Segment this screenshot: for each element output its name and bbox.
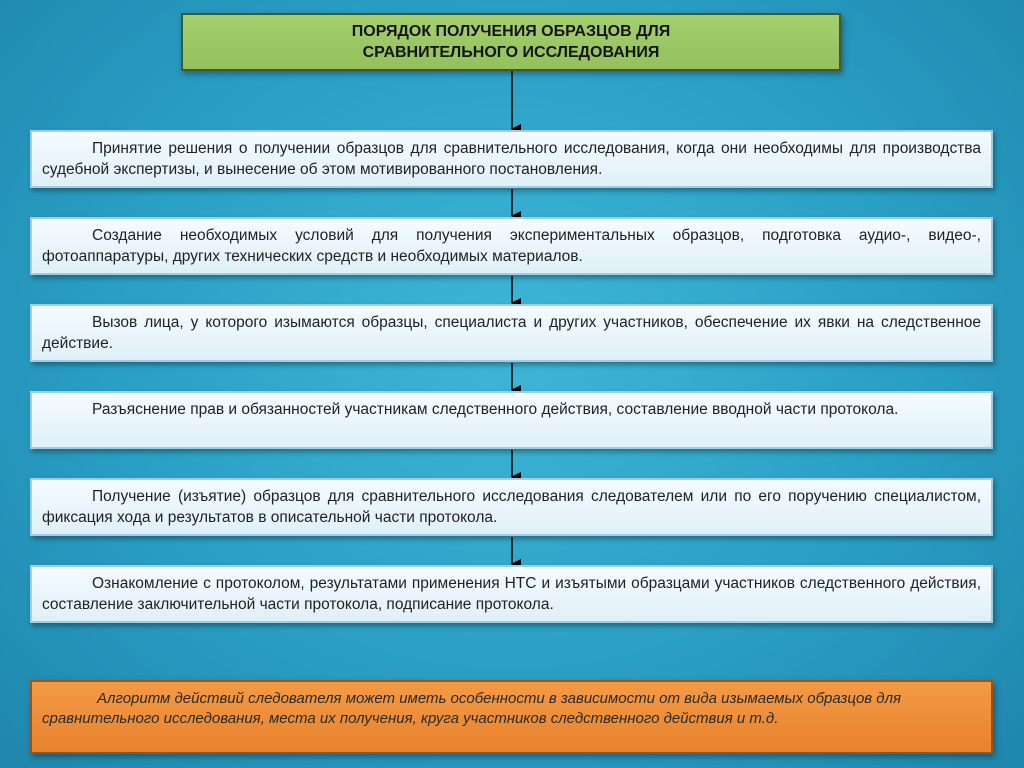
step-3: Вызов лица, у которого изымаются образцы, специалиста и других участников, обеспечение их явки на следственное действие.	[30, 304, 993, 362]
step-1: Принятие решения о получении образцов для сравнительного исследования, когда они необходимы для производства судебной экспертизы, и вынесение об этом мотивированного постановления.	[30, 130, 993, 188]
step-4: Разъяснение прав и обязанностей участникам следственного действия, составление вводной части протокола.	[30, 391, 993, 449]
step-6: Ознакомление с протоколом, результатами применения НТС и изъятыми образцами участников следственного действия, составление заключительной части протокола, подписание протокола.	[30, 565, 993, 623]
note-box: Алгоритм действий следователя может иметь особенности в зависимости от вида изымаемых образцов для сравнительного исследования, места их получения, круга участников следственного действия и т.д.	[30, 680, 993, 754]
title-line-2: СРАВНИТЕЛЬНОГО ИССЛЕДОВАНИЯ	[362, 44, 660, 61]
step-2: Создание необходимых условий для получения экспериментальных образцов, подготовка аудио-, видео-, фотоаппаратуры, других технических средств и необходимых материалов.	[30, 217, 993, 275]
title-line-1: ПОРЯДОК ПОЛУЧЕНИЯ ОБРАЗЦОВ ДЛЯ	[351, 23, 671, 40]
step-5: Получение (изъятие) образцов для сравнительного исследования следователем или по его поручению специалистом, фиксация хода и результатов в описательной части протокола.	[30, 478, 993, 536]
